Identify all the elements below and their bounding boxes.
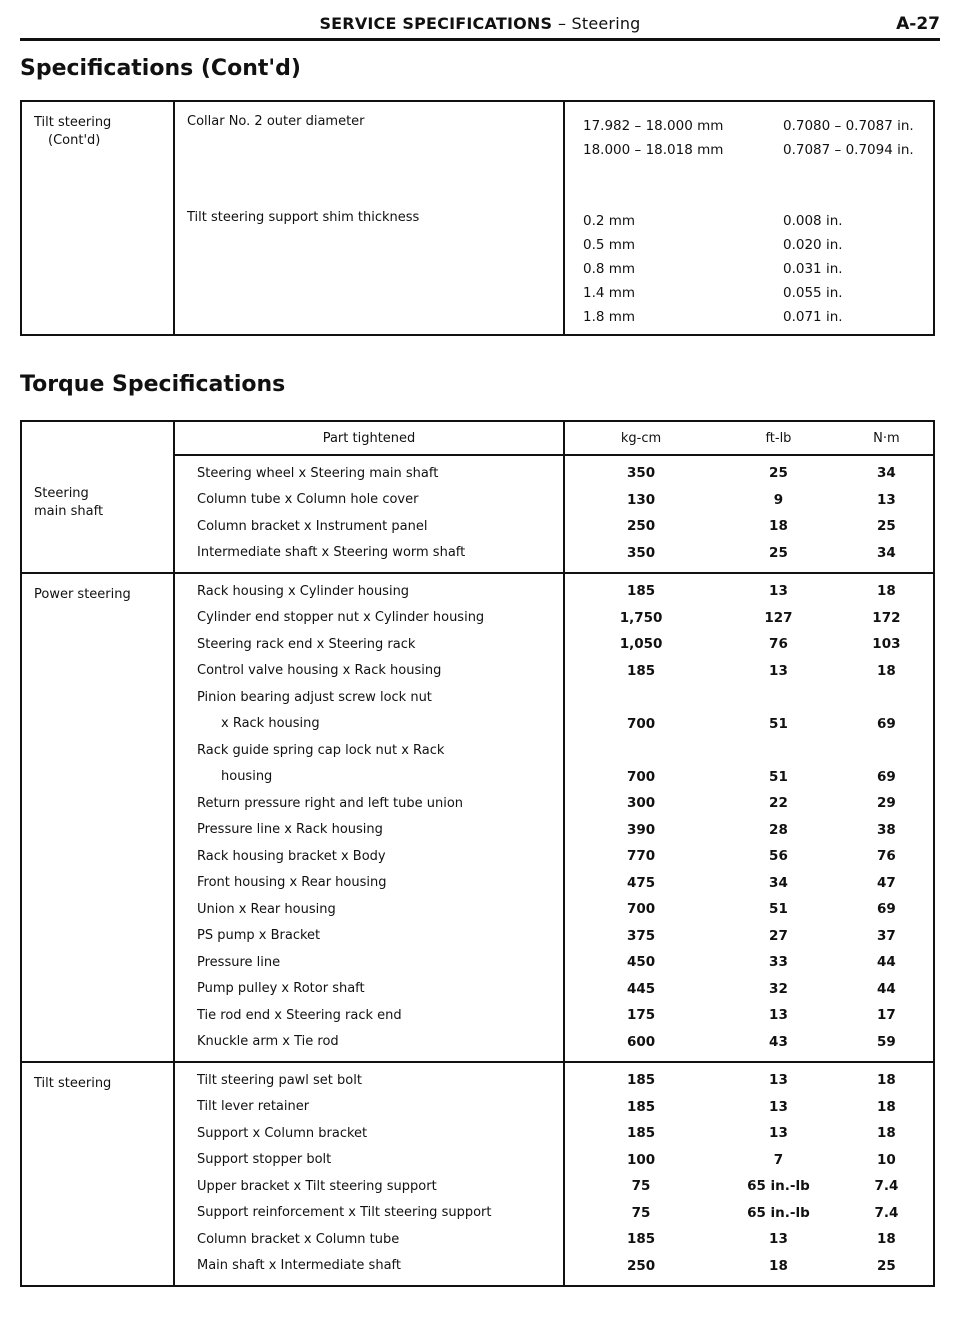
torque-value-row	[565, 843, 933, 870]
value-inch: 0.7080 – 0.7087 in.	[783, 118, 914, 134]
page-title	[20, 14, 940, 33]
part-tightened: Tilt lever retainer	[197, 1099, 310, 1115]
part-tightened: Cylinder end stopper nut x Cylinder housing	[197, 610, 485, 626]
value-ftlb: 13	[769, 583, 788, 600]
value-kgcm: 185	[626, 583, 656, 600]
value-ftlb: 13	[769, 1007, 788, 1024]
value-kgcm: 770	[626, 848, 656, 865]
spec-category-line2: (Cont'd)	[48, 133, 101, 148]
part-list	[174, 455, 564, 573]
part-tightened: Control valve housing x Rack housing	[197, 663, 442, 679]
value-nm: 17	[877, 1007, 896, 1024]
part-tightened: Pinion bearing adjust screw lock nut	[197, 689, 432, 705]
value-nm: 18	[877, 662, 896, 679]
torque-value-row	[565, 817, 933, 844]
torque-value-row	[565, 460, 933, 487]
value-nm: 13	[877, 491, 896, 508]
torque-value-row	[565, 1226, 933, 1253]
value-nm: 34	[877, 465, 896, 482]
spec-value-row	[583, 281, 933, 305]
value-kgcm: 100	[626, 1151, 656, 1168]
value-ftlb: 43	[769, 1033, 788, 1050]
value-ftlb: 51	[769, 715, 788, 732]
torque-value-row	[565, 684, 933, 711]
value-kgcm: 300	[626, 795, 656, 812]
value-ftlb: 9	[773, 491, 784, 508]
value-mm: 0.2 mm	[583, 213, 636, 229]
torque-value-row	[565, 949, 933, 976]
spec-values	[564, 101, 934, 335]
value-kgcm: 185	[626, 1098, 656, 1115]
value-kgcm: 350	[626, 544, 656, 561]
page-header	[20, 8, 940, 41]
value-nm: 76	[877, 848, 896, 865]
value-mm: 1.8 mm	[583, 309, 636, 325]
spec-category	[21, 101, 174, 335]
value-ftlb: 13	[769, 1072, 788, 1089]
value-ftlb: 65 in.-lb	[747, 1178, 810, 1195]
value-mm: 17.982 – 18.000 mm	[583, 118, 724, 134]
value-kgcm: 75	[631, 1178, 651, 1195]
part-tightened: Knuckle arm x Tie rod	[197, 1034, 339, 1050]
value-ftlb: 65 in.-lb	[747, 1204, 810, 1221]
value-ftlb: 13	[769, 662, 788, 679]
value-inch: 0.071 in.	[783, 309, 843, 325]
value-kgcm: 700	[626, 715, 656, 732]
column-header-units	[564, 421, 934, 455]
value-kgcm: 450	[626, 954, 656, 971]
torque-value-row	[565, 896, 933, 923]
value-ftlb: 34	[769, 874, 788, 891]
value-kgcm: 600	[626, 1033, 656, 1050]
value-kgcm: 700	[626, 768, 656, 785]
torque-category-line: Steering	[34, 486, 89, 501]
value-mm: 18.000 – 18.018 mm	[583, 142, 724, 158]
torque-value-row	[565, 540, 933, 567]
value-ftlb: 76	[769, 636, 788, 653]
torque-value-row	[565, 711, 933, 738]
value-list	[564, 573, 934, 1062]
value-nm: 37	[877, 927, 896, 944]
part-tightened: Tilt steering pawl set bolt	[197, 1072, 362, 1088]
value-nm: 69	[877, 901, 896, 918]
value-ftlb: 27	[769, 927, 788, 944]
spec-value-row	[583, 305, 933, 329]
part-tightened: Rack guide spring cap lock nut x Rack	[197, 742, 445, 758]
value-nm: 18	[877, 1125, 896, 1142]
torque-value-row	[565, 658, 933, 685]
value-kgcm: 130	[626, 491, 656, 508]
value-kgcm: 390	[626, 821, 656, 838]
torque-value-row	[565, 578, 933, 605]
title-sub: – Steering	[558, 14, 641, 33]
part-tightened: Support stopper bolt	[197, 1152, 332, 1168]
torque-value-row	[565, 1067, 933, 1094]
value-nm: 69	[877, 768, 896, 785]
value-ftlb: 13	[769, 1098, 788, 1115]
torque-value-row	[565, 605, 933, 632]
value-nm: 7.4	[874, 1204, 899, 1221]
value-kgcm: 350	[626, 465, 656, 482]
value-nm: 69	[877, 715, 896, 732]
value-nm: 18	[877, 583, 896, 600]
part-tightened: housing	[221, 769, 273, 785]
value-ftlb: 7	[773, 1151, 784, 1168]
value-nm: 18	[877, 1098, 896, 1115]
torque-value-row	[565, 487, 933, 514]
value-nm: 10	[877, 1151, 896, 1168]
part-tightened: Steering rack end x Steering rack	[197, 636, 416, 652]
part-tightened: Main shaft x Intermediate shaft	[197, 1258, 401, 1274]
value-nm: 34	[877, 544, 896, 561]
value-kgcm: 175	[626, 1007, 656, 1024]
torque-value-row	[565, 1173, 933, 1200]
torque-value-row	[565, 764, 933, 791]
value-ftlb: 25	[769, 465, 788, 482]
value-list	[564, 1062, 934, 1286]
value-kgcm: 250	[626, 518, 656, 535]
column-header-ftlb: ft-lb	[765, 430, 792, 446]
specifications-table	[20, 100, 935, 336]
spec-value-row	[583, 114, 933, 138]
torque-category	[21, 421, 174, 573]
part-tightened: Front housing x Rear housing	[197, 875, 387, 891]
column-header-part: Part tightened	[174, 421, 564, 455]
part-tightened: Rack housing bracket x Body	[197, 848, 386, 864]
part-tightened: x Rack housing	[221, 716, 320, 732]
part-tightened: Intermediate shaft x Steering worm shaft	[197, 545, 466, 561]
value-ftlb: 13	[769, 1231, 788, 1248]
torque-value-row	[565, 513, 933, 540]
torque-heading: Torque Specifications	[20, 372, 286, 397]
part-tightened: PS pump x Bracket	[197, 928, 321, 944]
value-list	[564, 455, 934, 573]
value-kgcm: 375	[626, 927, 656, 944]
spec-value-row	[583, 138, 933, 162]
torque-value-row	[565, 631, 933, 658]
torque-category	[21, 1062, 174, 1286]
torque-category-line: Tilt steering	[34, 1076, 112, 1091]
torque-value-row	[565, 1002, 933, 1029]
value-kgcm: 700	[626, 901, 656, 918]
part-list	[174, 1062, 564, 1286]
value-kgcm: 185	[626, 1072, 656, 1089]
value-inch: 0.031 in.	[783, 261, 843, 277]
torque-value-row	[565, 1253, 933, 1280]
value-ftlb: 28	[769, 821, 788, 838]
part-tightened: Pressure line	[197, 954, 281, 970]
value-kgcm: 185	[626, 662, 656, 679]
torque-value-row	[565, 976, 933, 1003]
value-kgcm: 1,750	[619, 609, 663, 626]
spec-labels	[174, 101, 564, 335]
specifications-heading: Specifications (Cont'd)	[20, 56, 301, 81]
value-ftlb: 22	[769, 795, 788, 812]
page-number: A-27	[896, 14, 940, 34]
spec-value-row	[583, 209, 933, 233]
part-tightened: Upper bracket x Tilt steering support	[197, 1178, 437, 1194]
part-tightened: Support x Column bracket	[197, 1125, 368, 1141]
part-list	[174, 573, 564, 1062]
part-tightened: Pump pulley x Rotor shaft	[197, 981, 365, 997]
torque-value-row	[565, 1120, 933, 1147]
part-tightened: Column tube x Column hole cover	[197, 492, 419, 508]
torque-value-row	[565, 737, 933, 764]
value-mm: 0.5 mm	[583, 237, 636, 253]
torque-value-row	[565, 923, 933, 950]
torque-category-line: Power steering	[34, 587, 131, 602]
value-mm: 0.8 mm	[583, 261, 636, 277]
value-nm: 172	[872, 609, 901, 626]
value-mm: 1.4 mm	[583, 285, 636, 301]
value-nm: 38	[877, 821, 896, 838]
value-nm: 44	[877, 980, 896, 997]
spec-value-row	[583, 257, 933, 281]
part-tightened: Union x Rear housing	[197, 901, 336, 917]
part-tightened: Steering wheel x Steering main shaft	[197, 465, 439, 481]
value-kgcm: 250	[626, 1257, 656, 1274]
value-ftlb: 18	[769, 1257, 788, 1274]
value-ftlb: 25	[769, 544, 788, 561]
part-tightened: Column bracket x Instrument panel	[197, 518, 428, 534]
column-header-kgcm: kg-cm	[620, 430, 662, 446]
spec-item-label: Collar No. 2 outer diameter	[187, 114, 365, 129]
value-kgcm: 475	[626, 874, 656, 891]
value-inch: 0.055 in.	[783, 285, 843, 301]
value-ftlb: 33	[769, 954, 788, 971]
torque-value-row	[565, 1147, 933, 1174]
part-tightened: Tie rod end x Steering rack end	[197, 1007, 402, 1023]
value-kgcm: 185	[626, 1125, 656, 1142]
value-ftlb: 13	[769, 1125, 788, 1142]
torque-category-line: main shaft	[34, 504, 104, 519]
value-kgcm: 185	[626, 1231, 656, 1248]
torque-value-row	[565, 790, 933, 817]
value-nm: 44	[877, 954, 896, 971]
value-kgcm: 1,050	[619, 636, 663, 653]
value-nm: 25	[877, 1257, 896, 1274]
value-kgcm: 75	[631, 1204, 651, 1221]
part-tightened: Return pressure right and left tube union	[197, 795, 464, 811]
spec-category-line1: Tilt steering	[34, 115, 112, 130]
value-nm: 103	[872, 636, 901, 653]
torque-value-row	[565, 1029, 933, 1056]
part-tightened: Rack housing x Cylinder housing	[197, 583, 410, 599]
part-tightened: Support reinforcement x Tilt steering support	[197, 1205, 492, 1221]
value-nm: 18	[877, 1231, 896, 1248]
value-nm: 59	[877, 1033, 896, 1050]
value-ftlb: 51	[769, 901, 788, 918]
value-ftlb: 127	[764, 609, 793, 626]
title-main: SERVICE SPECIFICATIONS	[319, 14, 553, 33]
value-nm: 29	[877, 795, 896, 812]
value-inch: 0.7087 – 0.7094 in.	[783, 142, 914, 158]
torque-value-row	[565, 1094, 933, 1121]
column-header-nm: N·m	[873, 430, 900, 446]
torque-value-row	[565, 1200, 933, 1227]
value-ftlb: 32	[769, 980, 788, 997]
value-nm: 25	[877, 518, 896, 535]
torque-value-row	[565, 870, 933, 897]
value-ftlb: 51	[769, 768, 788, 785]
value-inch: 0.020 in.	[783, 237, 843, 253]
torque-category	[21, 573, 174, 1062]
spec-item-label: Tilt steering support shim thickness	[187, 210, 420, 225]
value-inch: 0.008 in.	[783, 213, 843, 229]
value-nm: 7.4	[874, 1178, 899, 1195]
value-ftlb: 18	[769, 518, 788, 535]
part-tightened: Pressure line x Rack housing	[197, 822, 383, 838]
part-tightened: Column bracket x Column tube	[197, 1231, 400, 1247]
value-kgcm: 445	[626, 980, 656, 997]
value-ftlb: 56	[769, 848, 788, 865]
spec-value-row	[583, 233, 933, 257]
value-nm: 47	[877, 874, 896, 891]
torque-table	[20, 420, 935, 1287]
value-nm: 18	[877, 1072, 896, 1089]
